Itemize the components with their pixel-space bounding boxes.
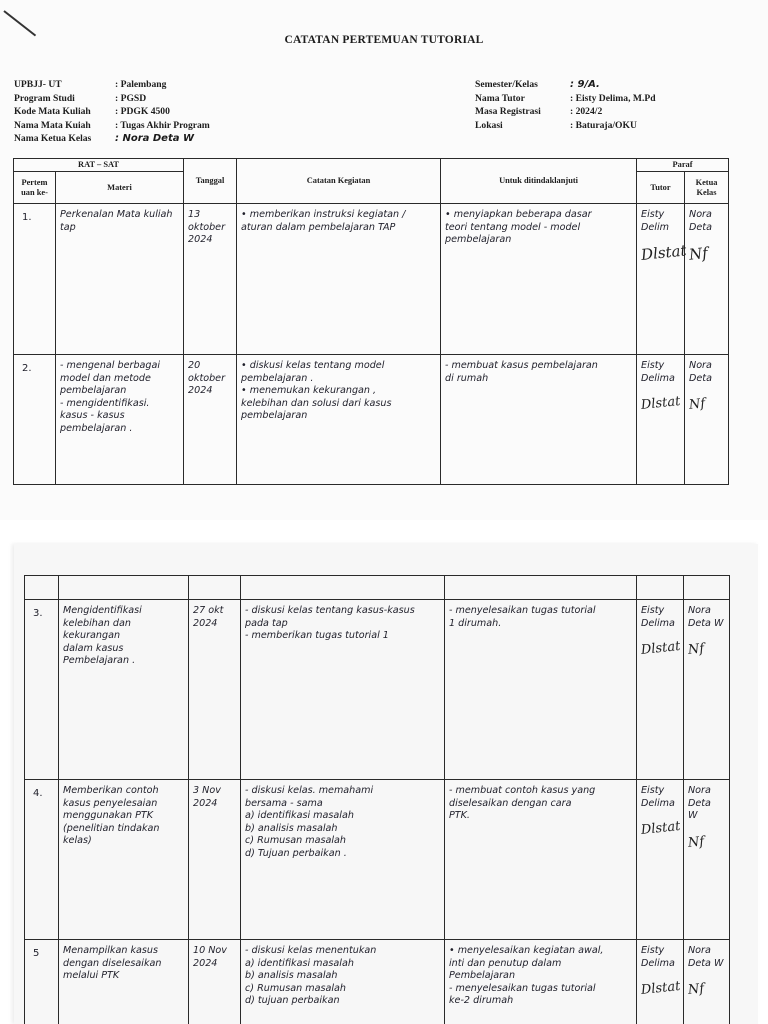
cell-catatan: • memberikan instruksi kegiatan / aturan dalam pembelajaran TAP: [237, 204, 441, 355]
cell-materi: Memberikan contoh kasus penyelesaian menggunakan PTK (penelitian tindakan kelas): [59, 780, 189, 940]
table-row: [25, 780, 730, 940]
cell-paraf-tutor: Eisty Delima Dlstat: [637, 600, 684, 780]
header-pertemuan: Pertem uan ke-: [14, 172, 56, 204]
ketua-signature: Nf: [687, 981, 705, 999]
page-title: CATATAN PERTEMUAN TUTORIAL: [284, 34, 484, 46]
tutor-signature: Dlstat: [640, 241, 688, 265]
info-row-matkul: Nama Mata Kuiah : Tugas Akhir Program: [14, 119, 210, 131]
row-number: 2.: [14, 355, 56, 485]
cell-catatan: - diskusi kelas. memahami bersama - sama a) identifikasi masalah b) analisis masalah c) Rumusan masalah d) Tujuan perbaikan .: [241, 780, 445, 940]
cell-catatan: - diskusi kelas tentang kasus-kasus pada tap - memberikan tugas tutorial 1: [241, 600, 445, 780]
cell-paraf-tutor: Eisty Delim Dlstat: [637, 204, 685, 355]
table-row: [25, 600, 730, 780]
cell-tindak: - membuat contoh kasus yang diselesaikan dengan cara PTK.: [445, 780, 637, 940]
row-number: 4.: [25, 780, 59, 940]
cell-paraf-tutor: Eisty Delima Dlstat: [637, 940, 684, 1024]
cell-paraf-tutor: Eisty Delima Dlstat: [637, 355, 685, 485]
ketua-signature: Nf: [687, 641, 705, 659]
cell-tindak: • menyiapkan beberapa dasar teori tentang model - model pembelajaran: [441, 204, 637, 355]
header-ketua: Ketua Kelas: [685, 172, 729, 204]
header-catatan: Catatan Kegiatan: [237, 159, 441, 204]
info-row-upbjj: UPBJJ- UT : Palembang: [14, 79, 167, 90]
cell-materi: - mengenal berbagai model dan metode pembelajaran - mengidentifikasi. kasus - kasus pembelajaran .: [56, 355, 184, 485]
header-tindak: Untuk ditindaklanjuti: [441, 159, 637, 204]
cell-paraf-ketua: Nora Deta W Nf: [684, 940, 730, 1024]
row-number: 3.: [25, 600, 59, 780]
cell-materi: Menampilkan kasus dengan diselesaikan melalui PTK: [59, 940, 189, 1024]
cell-paraf-ketua: Nora Deta Nf: [685, 204, 729, 355]
table-header-row: [25, 576, 730, 600]
cell-paraf-ketua: Nora Deta Nf: [685, 355, 729, 485]
cell-tanggal: 3 Nov 2024: [189, 780, 241, 940]
header-tutor: Tutor: [637, 172, 685, 204]
cell-tanggal: 27 okt 2024: [189, 600, 241, 780]
info-row-masa: Masa Registrasi : 2024/2: [475, 106, 603, 118]
header-materi: Materi: [56, 172, 184, 204]
info-row-tutor: Nama Tutor : Eisty Delima, M.Pd: [475, 92, 656, 104]
header-tanggal: Tanggal: [184, 159, 237, 204]
info-row-prodi: Program Studi : PGSD: [14, 92, 147, 104]
cell-materi: Mengidentifikasi kelebihan dan kekurangan dalam kasus Pembelajaran .: [59, 600, 189, 780]
table-row: [14, 355, 729, 485]
header-rat-sat: RAT – SAT: [14, 159, 184, 172]
table-row: [14, 204, 729, 355]
cell-paraf-tutor: Eisty Delima Dlstat: [637, 780, 684, 940]
cell-tanggal: 13 oktober 2024: [184, 204, 237, 355]
tutor-signature: Dlstat: [640, 394, 682, 414]
info-right: [475, 78, 656, 132]
header-paraf: Paraf: [637, 159, 729, 172]
cell-tindak: • menyelesaikan kegiatan awal, inti dan penutup dalam Pembelajaran - menyelesaikan tugas tutorial ke-2 dirumah: [445, 940, 637, 1024]
ketua-signature: Nf: [688, 396, 706, 413]
info-row-semester: Semester/Kelas : 9/A.: [475, 79, 600, 90]
cell-tanggal: 10 Nov 2024: [189, 940, 241, 1024]
info-left: [14, 78, 210, 146]
info-row-ketua: Nama Ketua Kelas : Nora Deta W: [14, 133, 195, 145]
cell-materi: Perkenalan Mata kuliah tap: [56, 204, 184, 355]
ketua-signature: Nf: [688, 244, 709, 264]
cell-tanggal: 20 oktober 2024: [184, 355, 237, 485]
table-row: [25, 940, 730, 1024]
tutor-signature: Dlstat: [640, 639, 682, 659]
cell-tindak: - menyelesaikan tugas tutorial 1 dirumah.: [445, 600, 637, 780]
row-number: 5: [25, 940, 59, 1024]
tutorial-log-table-1: [13, 158, 729, 485]
info-row-kode: Kode Mata Kuliah : PDGK 4500: [14, 106, 170, 118]
pen-mark: [3, 10, 36, 36]
row-number: 1.: [14, 204, 56, 355]
tutor-signature: Dlstat: [640, 979, 682, 999]
tutor-signature: Dlstat: [640, 819, 682, 839]
cell-catatan: - diskusi kelas menentukan a) identifikasi masalah b) analisis masalah c) Rumusan masalah d) tujuan perbaikan: [241, 940, 445, 1024]
cell-catatan: • diskusi kelas tentang model pembelajaran . • menemukan kekurangan , kelebihan dan solusi dari kasus pembelajaran: [237, 355, 441, 485]
cell-tindak: - membuat kasus pembelajaran di rumah: [441, 355, 637, 485]
ketua-signature: Nf: [687, 834, 705, 851]
cell-paraf-ketua: Nora Deta W Nf: [684, 600, 730, 780]
info-row-lokasi: Lokasi : Baturaja/OKU: [475, 119, 637, 131]
cell-paraf-ketua: Nora Deta W Nf: [684, 780, 730, 940]
tutorial-log-table-2: [24, 575, 730, 1024]
